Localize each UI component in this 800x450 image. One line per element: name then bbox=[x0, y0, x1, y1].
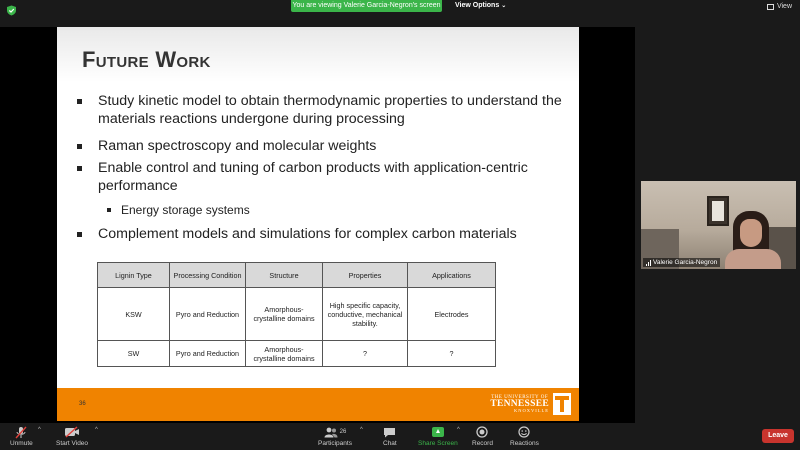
participant-name-tag bbox=[643, 258, 720, 267]
share-options-caret-icon[interactable]: ^ bbox=[457, 427, 460, 433]
table-cell: Amorphous-crystalline domains bbox=[246, 341, 323, 367]
table-cell: KSW bbox=[98, 288, 170, 341]
sub-bullet-text: Energy storage systems bbox=[121, 203, 250, 217]
view-options-button[interactable] bbox=[455, 0, 506, 12]
share-screen-icon bbox=[432, 425, 444, 439]
participants-label: Participants bbox=[318, 440, 352, 447]
table-header-cell: Applications bbox=[408, 263, 496, 288]
leave-meeting-button[interactable]: Leave bbox=[762, 429, 794, 443]
participant-name: Valerie Garcia-Negron bbox=[653, 259, 718, 266]
table-header-cell: Structure bbox=[246, 263, 323, 288]
participant-face bbox=[740, 219, 762, 247]
table-cell: ? bbox=[323, 341, 408, 367]
slide-title: Future Work bbox=[82, 47, 211, 72]
table-header-row bbox=[98, 263, 496, 288]
video-options-caret-icon[interactable]: ^ bbox=[95, 427, 98, 433]
participant-video-tile[interactable] bbox=[641, 181, 796, 269]
table-cell: Pyro and Reduction bbox=[170, 341, 246, 367]
reactions-smiley-icon bbox=[518, 425, 530, 439]
chat-label: Chat bbox=[383, 440, 397, 447]
table-row bbox=[98, 341, 496, 367]
bullet-text: Raman spectroscopy and molecular weights bbox=[98, 138, 377, 154]
logo-line-2: TENNESSEE bbox=[490, 398, 549, 409]
bullet-text: Study kinetic model to obtain thermodynamic properties to understand the materials reactions undergone during processing bbox=[98, 93, 562, 127]
participants-icon bbox=[324, 425, 347, 439]
participants-button[interactable] bbox=[318, 425, 352, 448]
table-row bbox=[98, 288, 496, 341]
share-screen-button[interactable] bbox=[418, 425, 458, 448]
table-header-cell: Lignin Type bbox=[98, 263, 170, 288]
university-logo bbox=[490, 391, 571, 417]
bullet-text: Complement models and simulations for complex carbon materials bbox=[98, 226, 517, 242]
university-logo-text bbox=[490, 395, 549, 414]
record-label: Record bbox=[472, 440, 493, 447]
bullet-marker bbox=[77, 232, 82, 237]
video-camera-off-icon bbox=[64, 425, 80, 439]
bullet-text: Enable control and tuning of carbon products with application-centric performance bbox=[98, 160, 528, 194]
meeting-toolbar bbox=[0, 423, 800, 450]
view-options-label: View Options bbox=[455, 2, 500, 9]
record-button[interactable] bbox=[472, 425, 493, 448]
table-cell: High specific capacity, conductive, mechanical stability. bbox=[323, 288, 408, 341]
shared-screen-area bbox=[0, 27, 635, 423]
share-screen-label: Share Screen bbox=[418, 440, 458, 447]
reactions-button[interactable] bbox=[510, 425, 539, 448]
signal-strength-icon bbox=[646, 260, 651, 266]
view-button[interactable] bbox=[767, 2, 792, 12]
table-header-cell: Processing Condition bbox=[170, 263, 246, 288]
table-cell: ? bbox=[408, 341, 496, 367]
start-video-button[interactable] bbox=[56, 425, 88, 448]
table-cell: Electrodes bbox=[408, 288, 496, 341]
reactions-label: Reactions bbox=[510, 440, 539, 447]
unmute-button[interactable] bbox=[10, 425, 33, 448]
bullet-marker bbox=[77, 99, 82, 104]
view-grid-icon bbox=[767, 4, 774, 10]
slide-page-number: 36 bbox=[79, 401, 86, 407]
sub-bullet-marker bbox=[107, 208, 111, 212]
wall-frame bbox=[707, 196, 729, 226]
unmute-label: Unmute bbox=[10, 440, 33, 447]
bullet-marker bbox=[77, 144, 82, 149]
record-icon bbox=[476, 425, 488, 439]
microphone-muted-icon bbox=[15, 425, 27, 439]
table-cell: SW bbox=[98, 341, 170, 367]
table-cell: Amorphous-crystalline domains bbox=[246, 288, 323, 341]
power-t-logo-icon bbox=[553, 393, 571, 415]
chevron-down-icon: ⌄ bbox=[501, 3, 507, 9]
participants-count: 26 bbox=[339, 429, 347, 435]
view-label: View bbox=[776, 3, 792, 10]
chat-button[interactable] bbox=[383, 425, 397, 448]
chat-bubble-icon bbox=[383, 425, 396, 439]
participants-options-caret-icon[interactable]: ^ bbox=[360, 427, 363, 433]
logo-line-3: KNOXVILLE bbox=[514, 408, 549, 413]
participant-body bbox=[725, 249, 781, 269]
presentation-slide bbox=[57, 27, 579, 421]
start-video-label: Start Video bbox=[56, 440, 89, 447]
lignin-table bbox=[97, 262, 496, 367]
table-cell: Pyro and Reduction bbox=[170, 288, 246, 341]
table-header-cell: Properties bbox=[323, 263, 408, 288]
audio-options-caret-icon[interactable]: ^ bbox=[38, 427, 41, 433]
security-shield-icon[interactable] bbox=[6, 5, 17, 16]
slide-footer-bar bbox=[57, 388, 579, 421]
logo-line-1: THE UNIVERSITY OF bbox=[491, 394, 549, 400]
bullet-marker bbox=[77, 166, 82, 171]
screen-share-banner: You are viewing Valerie Garcia-Negron's screen bbox=[291, 0, 442, 12]
